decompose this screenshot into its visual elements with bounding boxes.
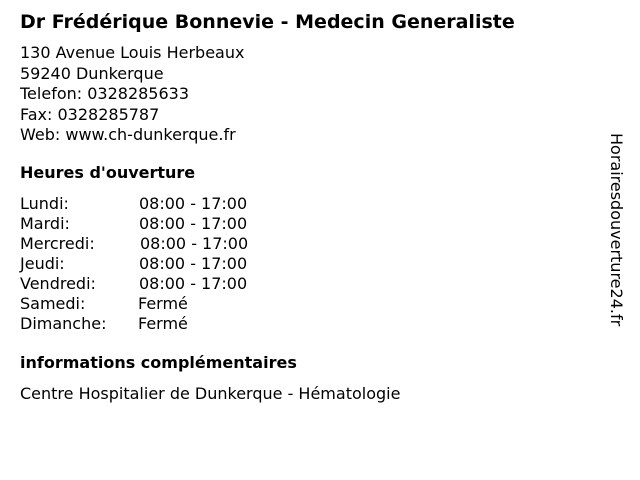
time-value: 08:00 - 17:00 (139, 194, 248, 213)
day-label: Mardi: (20, 214, 70, 233)
page-title: Dr Frédérique Bonnevie - Medecin Generaliste (20, 11, 515, 33)
day-label: Vendredi: (20, 274, 96, 293)
additional-info-text: Centre Hospitalier de Dunkerque - Hématologie (20, 384, 401, 403)
fax-number: Fax: 0328285787 (20, 104, 160, 124)
day-label: Jeudi: (20, 254, 65, 273)
address-block (20, 43, 244, 146)
time-value: Fermé (138, 294, 188, 313)
time-value: 08:00 - 17:00 (140, 234, 249, 253)
day-label: Dimanche: (20, 314, 107, 333)
additional-info-heading: informations complémentaires (20, 353, 297, 372)
opening-hours-heading: Heures d'ouverture (20, 163, 196, 182)
day-label: Mercredi: (20, 234, 95, 253)
phone-number: Telefon: 0328285633 (20, 84, 190, 103)
day-label: Samedi: (20, 294, 86, 313)
time-value: 08:00 - 17:00 (139, 254, 248, 273)
site-watermark: Horairesdouverture24.fr (607, 133, 626, 327)
postal-city: 59240 Dunkerque (20, 63, 164, 83)
time-value: 08:00 - 17:00 (139, 274, 248, 293)
time-value: 08:00 - 17:00 (139, 214, 248, 233)
website: Web: www.ch-dunkerque.fr (20, 125, 236, 144)
day-label: Lundi: (20, 194, 69, 213)
street-address: 130 Avenue Louis Herbeaux (20, 43, 245, 62)
time-value: Fermé (138, 314, 188, 333)
